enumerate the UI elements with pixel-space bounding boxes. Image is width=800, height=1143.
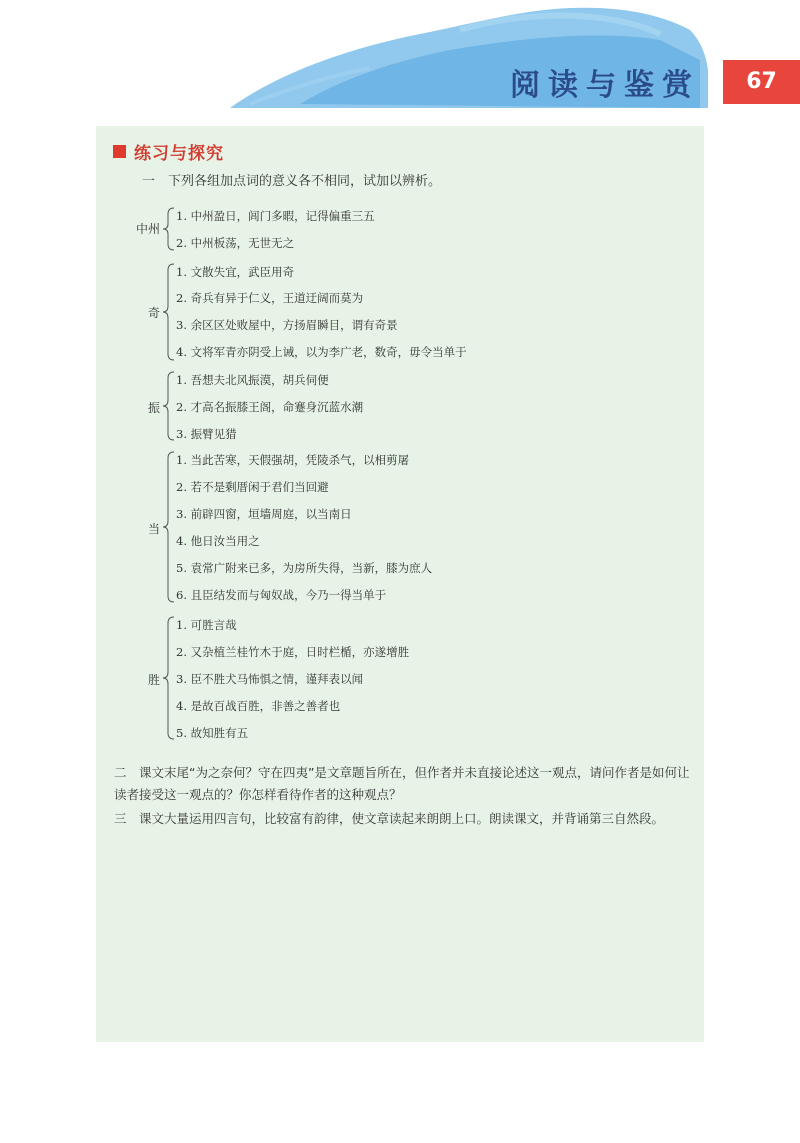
group-item: 3. 振臂见猎 [176,427,237,441]
question-three: 三 课文大量运用四言句，比较富有韵律，使文章读起来朗朗上口。朗读课文，并背诵第三自然段。 [114,811,665,826]
group-item: 2. 中州板荡，无世无之 [176,236,295,250]
brace-icon [160,370,176,442]
group-item: 2. 又杂植兰桂竹木于庭，日时栏楯，亦遂增胜 [176,645,410,659]
group-item: 4. 文将军青亦阴受上诫，以为李广老，数奇，毋令当单于 [176,345,467,359]
group-item: 1. 吾想夫北风振漠，胡兵伺便 [176,373,329,387]
question-two: 二 课文末尾“为之奈何？守在四夷”是文章题旨所在，但作者并未直接论述这一观点，请问作者是如何让读者接受这一观点的？你怎样看待作者的这种观点？ [114,765,690,802]
group-item: 1. 文散失宜，武臣用奇 [176,265,295,279]
square-marker-icon [113,145,126,158]
group-item: 3. 前辟四窗，垣墙周庭，以当南日 [176,507,352,521]
group-item: 2. 若不是剩厝闲于君们当回避 [176,480,329,494]
group-item: 5. 袁常广附来已多，为房所失得，当新，膝为庶人 [176,561,433,575]
brace-icon [160,615,176,741]
exercise-title: 练习与探究 [134,143,224,164]
group-item: 5. 故知胜有五 [176,726,249,740]
group-item: 1. 可胜言哉 [176,618,237,632]
group-item: 3. 臣不胜犬马怖惧之情，谨拜表以闻 [176,672,364,686]
group-word-zhongzhou: 中州 [135,222,160,236]
section-title: 阅读与鉴赏 [510,68,700,103]
group-item: 6. 且臣结发而与匈奴战，今乃一得当单于 [176,588,387,602]
group-item: 1. 当此苦寒，天假强胡，凭陵杀气，以相剪屠 [176,453,410,467]
brace-icon [160,262,176,362]
question-one: 一 下列各组加点词的意义各不相同，试加以辨析。 [142,174,442,189]
brace-icon [160,206,176,252]
brace-icon [160,450,176,604]
group-word-zhen: 振 [147,401,160,415]
exercise-heading [113,138,224,164]
group-word-qi: 奇 [147,306,160,320]
group-word-sheng: 胜 [147,673,160,687]
page-number-badge: 67 [723,60,800,104]
group-item: 2. 才高名振膝王阁，命蹇身沉蓝水潮 [176,400,364,414]
group-item: 3. 余区区处败屋中，方扬眉瞬目，谓有奇景 [176,318,398,332]
group-item: 4. 他日汝当用之 [176,534,260,548]
group-item: 4. 是故百战百胜，非善之善者也 [176,699,341,713]
group-item: 1. 中州盈日，闾门多暇，记得偏重三五 [176,209,375,223]
group-item: 2. 奇兵有异于仁义，王道迂阔而莫为 [176,291,364,305]
group-word-dang: 当 [147,522,160,536]
